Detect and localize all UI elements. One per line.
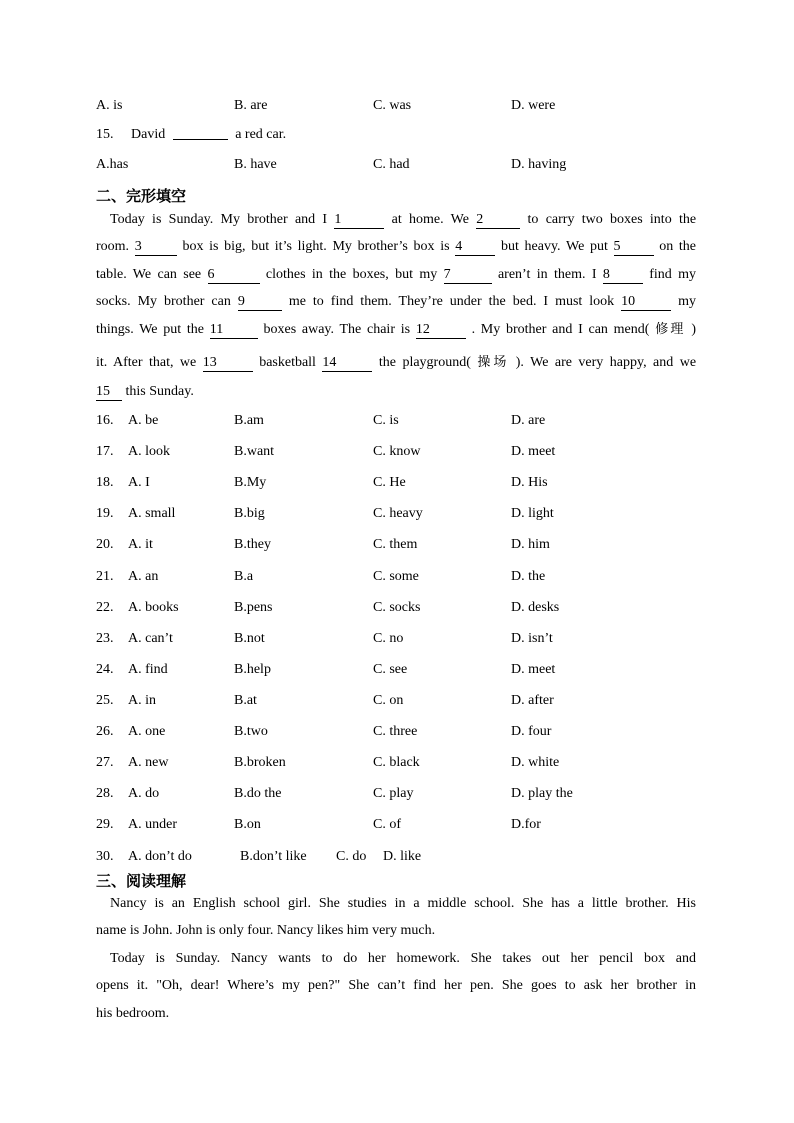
option-c: C. three [373,724,418,739]
passage-text: the playground( [378,355,471,370]
option-d: D. play the [511,786,573,802]
option-c: C. had [373,157,410,172]
passage-line [96,237,696,257]
blank-number: 7 [444,267,492,284]
option-a: A. it [128,537,153,553]
passage-text: this Sunday. [125,384,194,399]
passage-line [96,382,696,402]
option-a: A. look [128,444,170,460]
blank-number: 2 [476,212,520,229]
option-c: C. them [373,537,418,553]
option-a: A. new [128,755,169,771]
passage-text: room. [96,239,130,254]
blank-number: 14 [322,355,372,372]
option-b: B.don’t like [240,849,307,864]
passage-line [96,292,696,312]
section-heading-cloze: 二、完形填空 [96,187,187,205]
option-c: C. know [373,444,421,460]
passage-text: me to find them. They’re under the bed. I must look [288,294,615,309]
option-d: D. light [511,506,554,522]
option-d: D. white [511,755,560,771]
option-b: B. have [234,157,277,172]
option-b: B.they [234,537,271,553]
option-c: C. some [373,568,419,584]
option-b: B.My [234,475,267,491]
passage-line [96,210,696,230]
question-number: 26. [96,724,114,739]
passage-text: ) [691,322,697,337]
option-c: C. on [373,692,404,708]
option-a: A. find [128,661,168,677]
passage-line [96,320,696,340]
blank-number: 1 [334,212,384,229]
question-number: 19. [96,506,114,522]
blank-number: 6 [208,267,260,284]
question-number: 28. [96,786,114,802]
passage-line [96,353,696,373]
option-d: D. His [511,475,548,491]
q15-text-after: a red car. [235,127,287,142]
option-c: C. heavy [373,506,423,522]
option-c: C. see [373,661,408,677]
passage-text: boxes away. The chair is [263,322,411,337]
passage-text: box is big, but it’s light. My brother’s box is [182,239,450,254]
option-c: C. was [373,98,412,113]
passage-text: table. We can see [96,267,202,282]
option-a: A. one [128,724,166,739]
option-d: D. the [511,568,546,584]
option-a: A. small [128,506,176,522]
option-b: B.big [234,506,265,522]
answer-blank [173,125,228,140]
option-b: B.do the [234,786,282,802]
blank-number: 12 [416,322,466,339]
question-number: 21. [96,568,114,584]
passage-text: on the [659,239,697,254]
option-b: B. are [234,98,268,113]
passage-text: . My brother and I can mend( [471,322,650,337]
question-number: 15. [96,127,114,142]
option-b: B.at [234,692,257,708]
question-number: 25. [96,692,114,708]
question-number: 20. [96,537,114,553]
option-a: A. in [128,692,156,708]
blank-number: 5 [614,239,654,256]
option-a: A. I [128,475,150,491]
option-d: D. him [511,537,550,553]
option-b: B.help [234,661,271,677]
option-b: B.pens [234,599,273,615]
passage-text: my [678,294,697,309]
passage-text: things. We put the [96,322,204,337]
option-d: D. having [511,157,567,172]
option-d: D.for [511,817,541,833]
passage-text: Today is Sunday. My brother and I [110,212,328,227]
blank-number: 10 [621,294,671,311]
passage-text: basketball [259,355,316,370]
option-a: A. an [128,568,159,584]
question-number: 16. [96,413,114,428]
blank-number: 11 [210,322,258,339]
reading-line: Nancy is an English school girl. She studies in a middle school. She has a little brother. His [110,896,696,911]
option-a: A. do [128,786,160,802]
reading-line: opens it. "Oh, dear! Where’s my pen?" She can’t find her pen. She goes to ask her brother in [96,978,696,993]
option-c: C. play [373,786,414,802]
question-number: 23. [96,630,114,646]
q15-text-before: David [131,127,166,142]
option-d: D. desks [511,599,560,615]
option-c: C. is [373,413,399,428]
passage-text: it. After that, we [96,355,197,370]
passage-line [96,265,696,285]
q15-stem [96,125,286,145]
option-c: C. socks [373,599,421,615]
passage-text: ). We are very happy, and we [515,355,697,370]
option-a: A.has [96,157,129,172]
option-d: D. meet [511,661,556,677]
question-number: 17. [96,444,114,460]
question-number: 27. [96,755,114,771]
blank-number: 4 [455,239,495,256]
question-number: 29. [96,817,114,833]
option-b: B.want [234,444,275,460]
option-c: C. black [373,755,420,771]
passage-text: socks. My brother can [96,294,231,309]
question-number: 30. [96,849,114,864]
option-a: A. books [128,599,179,615]
option-b: B.on [234,817,261,833]
reading-line: Today is Sunday. Nancy wants to do her homework. She takes out her pencil box and [110,951,696,966]
blank-number: 13 [203,355,253,372]
option-a: A. can’t [128,630,173,646]
option-d: D. four [511,724,552,739]
passage-text: aren’t in them. I [497,267,597,282]
option-d: D. like [383,849,422,864]
option-a: A. under [128,817,177,833]
option-c: C. He [373,475,406,491]
chinese-gloss: 修理 [655,322,686,337]
option-c: C. of [373,817,401,833]
option-d: D. are [511,413,546,428]
blank-number: 15 [96,384,122,401]
chinese-gloss: 操场 [477,355,510,370]
option-b: B.am [234,413,264,428]
blank-number: 8 [603,267,643,284]
passage-text: to carry two boxes into the [527,212,697,227]
passage-text: clothes in the boxes, but my [265,267,438,282]
question-number: 18. [96,475,114,491]
option-b: B.broken [234,755,286,771]
option-a: A. don’t do [128,849,192,864]
option-d: D. meet [511,444,556,460]
passage-text: find my [649,267,697,282]
question-number: 22. [96,599,114,615]
passage-text: at home. We [391,212,469,227]
option-d: D. isn’t [511,630,553,646]
option-b: B.two [234,724,268,739]
question-number: 24. [96,661,114,677]
option-d: D. after [511,692,554,708]
blank-number: 3 [135,239,177,256]
option-c: C. do [336,849,367,864]
option-b: B.not [234,630,265,646]
reading-line: name is John. John is only four. Nancy likes him very much. [96,923,436,938]
reading-line: his bedroom. [96,1006,170,1021]
blank-number: 9 [238,294,282,311]
option-a: A. be [128,413,159,428]
option-c: C. no [373,630,404,646]
option-b: B.a [234,568,254,584]
section-heading-reading: 三、阅读理解 [96,872,187,890]
passage-text: but heavy. We put [500,239,608,254]
option-a: A. is [96,98,123,113]
option-d: D. were [511,98,556,113]
